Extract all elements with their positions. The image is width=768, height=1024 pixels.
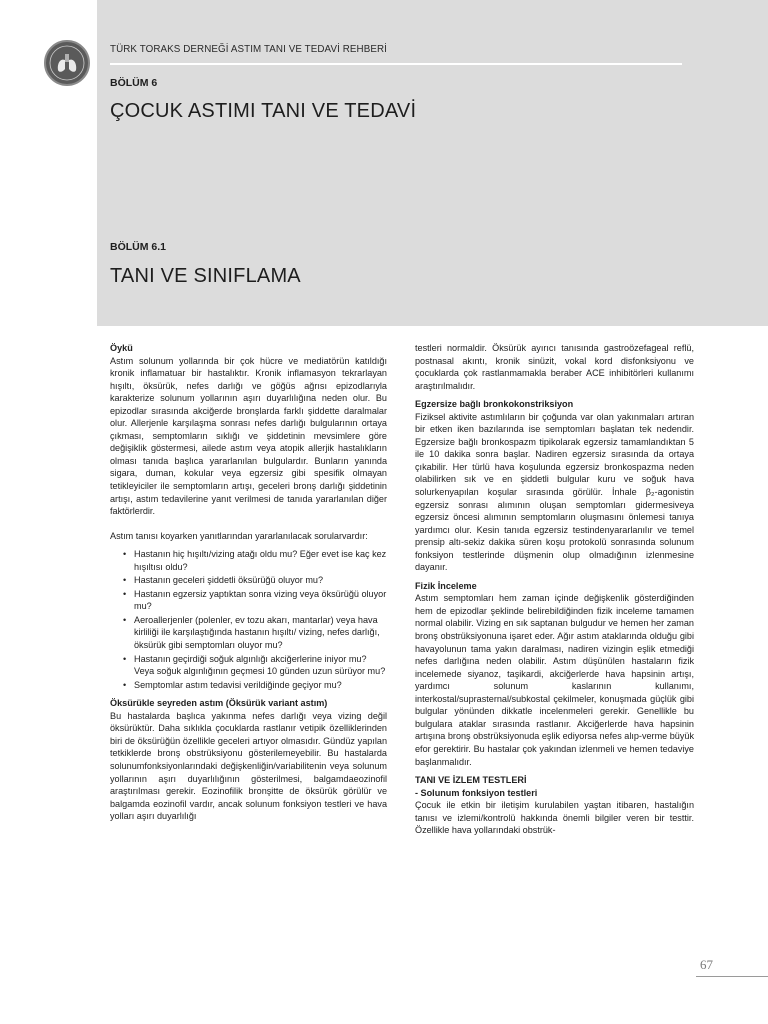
list-item: • Hastanın hiç hışıltı/vizing atağı oldu mu? Eğer evet ise kaç kez hışıltısı oldu? bbox=[134, 548, 387, 573]
chapter-label: BÖLÜM 6 bbox=[110, 77, 158, 89]
page-number: 67 bbox=[700, 957, 713, 972]
section-title: TANI VE SINIFLAMA bbox=[110, 265, 301, 287]
tests-heading: TANI VE İZLEM TESTLERİ bbox=[415, 775, 527, 786]
cough-variant-continued: testleri normaldir. Öksürük ayırıcı tanısında gastroözefageal reflü, postnasal akıntı, kronik sinüzit, vokal kord disfonksiyonu ve çocuklarda çok rastlanmamakla beraber ACE inhibitörleri kullanımı araştırılmalıdır. bbox=[415, 343, 694, 391]
cough-variant-heading: Öksürükle seyreden astım (Öksürük variant astım) bbox=[110, 698, 328, 709]
physical-exam-heading: Fizik İnceleme bbox=[415, 580, 477, 591]
guideline-title: TÜRK TORAKS DERNEĞİ ASTIM TANI VE TEDAVİ REHBERİ bbox=[110, 44, 387, 55]
list-item: • Hastanın geçirdiği soğuk algınlığı akciğerlerine iniyor mu? Veya soğuk algınlığının geçmesi 10 günden uzun sürüyor mu? bbox=[134, 653, 387, 678]
oyku-paragraph: Astım solunum yollarında bir çok hücre ve mediatörün katıldığı kronik inflamatuar bir hastalıktır. Kronik inflamasyon tekrarlayan hışıltı, öksürük, nefes darlığı ve göğüs ağrısı epizodlarıyla karakterize solunum yollarının aşırı duyarlılığına neden olur. Bu epizodlar sırasında akciğerde bronşlarda farklı şiddette daralmalar olur. Allerjenle karşılaşma sonrası nefes darlığı bulgularının ortaya çıkması, semptomların sıklığı ve şiddetinin mevsimlere göre değişiklik göstermesi, ailede astım veya atopik allerjik hastalıkların olması tanıda başlıca yararlanılan bulgulardır. Bunların yanında sigara, duman, kokular veya egzersiz gibi spesifik olmayan tetikleyiciler ile semptomların artışı, geceleri bronş darlığı şiddetinin artışı, astım tedavilerine yanıt verilmesi de tanıda yararlanılan diğer faktörlerdir. bbox=[110, 355, 387, 517]
section-label: BÖLÜM 6.1 bbox=[110, 241, 167, 253]
lungs-logo-graphic bbox=[46, 42, 88, 84]
physical-exam-paragraph: Astım semptomları hem zaman içinde değişkenlik gösterdiğinden hem de epizodlar şeklinde belirebildiğinden fizik inceleme tamamen normal olabilir. Vizing en sık saptanan bulgudur ve hemen her zaman bronş obstrüksiyonuna işaret eder. Ağır astım ataklarında olduğu gibi havayolunun tama yakın daralması, nadiren vizingin eşlik etmediği nefes darlığına neden olabilir. Astım düşünülen hastaların fizik incelemede siyanoz, taşikardi, akciğerlerde hava hapsinin artışı, yardımcı solunum kaslarının kullanımı, interkostal/suprasternal/subkostal çekilmeler, konuşmada güçlük gibi bulgular yönünden dikkatle incelenmeleri gerekir. Genellikle bu bulgulara ataklar sırasında rastlanır. Akciğerlerde hava hapsinin artışına bronş obstrüksiyonuda eşlik ediyorsa nefes alıp-verme büyük efor gerektirir. Bu hastalar çok yakından izlenmeli ve hemen tedaviye başlanmalıdır. bbox=[415, 593, 695, 767]
chapter-title: ÇOCUK ASTIMI TANI VE TEDAVİ bbox=[110, 100, 417, 122]
exercise-heading: Egzersize bağlı bronkokonstriksiyon bbox=[415, 399, 574, 410]
list-item: • Hastanın egzersiz yaptıktan sonra vizing veya öksürüğü oluyor mu? bbox=[134, 588, 387, 613]
pft-paragraph: Çocuk ile etkin bir iletişim kurulabilen yaştan itibaren, hastalığın tanısı ve izlemi/kontrolü hakkında önemli bilgiler veren bir testtir. Özellikle hava yollarındaki obstrük- bbox=[415, 800, 694, 836]
pft-heading: - Solunum fonksiyon testleri bbox=[415, 787, 538, 798]
right-column bbox=[415, 342, 694, 837]
cough-variant-paragraph: Bu hastalarda başlıca yakınma nefes darlığı veya vizing değil öksürüktür. Daha sıklıkla çocuklarda rastlanır vetipik özelliklerinden biri de öksürüğün özellikle geceleri artıyor olmasıdır. Gündüz yapılan tetkiklerde bronş obstrüksiyonu gösterilemeyebilir. Bu hastalarda solunumfonksiyonlarındaki değişkenliğin/variabilitenin veya solunum yollarının aşırı duyarlılığının gösterilmesi, balgamdaeozinofil araştırılması gerekir. Eozinofilik bronşitte de öksürük görülür ve balgamda eozinofil vardır, ancak solunum fonksiyon testleri ve hava yolları aşırı duyarlılığı bbox=[110, 710, 387, 822]
header-divider bbox=[110, 63, 682, 65]
oyku-heading: Öykü bbox=[110, 343, 133, 353]
lungs-logo-icon bbox=[44, 40, 90, 86]
list-item: • Hastanın geceleri şiddetli öksürüğü oluyor mu? bbox=[134, 574, 387, 587]
list-item: • Aeroallerjenler (polenler, ev tozu akarı, mantarlar) veya hava kirliliği ile karşılaştığında hastanın hışıltı/ vizing, nefes darlığı, öksürük gibi semptomları oluyor mu? bbox=[134, 614, 387, 652]
left-column bbox=[110, 342, 387, 823]
exercise-paragraph: Fiziksel aktivite astımlıların bir çoğunda var olan yakınmaları artıran bir etken iken bazılarında ise semptomları başlatan tek nedendir. Egzersize bağlı bronkospazm tipikolarak egzersiz tamamlandıktan 5 ile 10 dakika sonra başlar. Nadiren egzersiz sırasında da ortaya çıkabilir. Her türlü hava koşulunda egzersiz bronkospazma neden olabilirken sık ve en şiddetli bulgular kuru ve soğuk hava solurkenyapılan koşular sırasında görülür. İnhale β₂-agonistin egzersiz sonrası alımının oluşan semptomları gidermesiveya egzersiz öncesi alımının semptomların oluşmasını önlemesi tanıya yardımcı olur. Kesin tanıda egzersiz testindenyararlanılır ve temel prensip altı-sekiz dakika süren koşu protokolü sonrasında solunum fonksiyon testlerinde düşmenin olup olmadığının izlenmesine dayanır. bbox=[415, 411, 694, 573]
questions-intro: Astım tanısı koyarken yanıtlarından yararlanılacak sorularvardır: bbox=[110, 530, 368, 541]
list-item: • Semptomlar astım tedavisi verildiğinde geçiyor mu? bbox=[134, 679, 387, 692]
questions-list bbox=[110, 548, 387, 691]
page-number-rule bbox=[696, 976, 768, 977]
